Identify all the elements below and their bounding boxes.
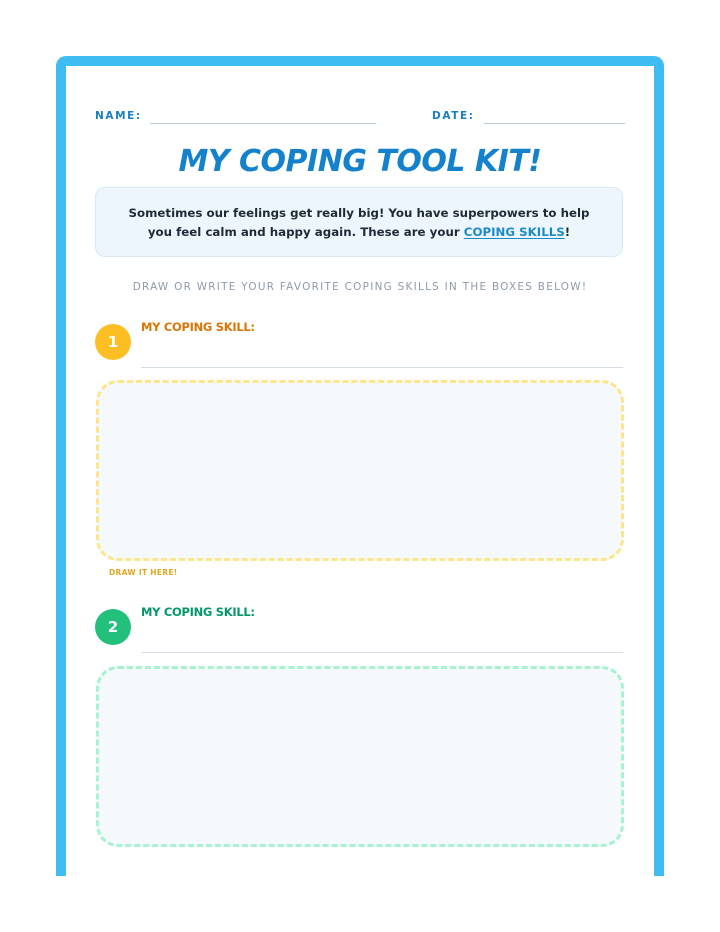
intro-box — [95, 187, 623, 257]
date-field[interactable] — [484, 123, 625, 124]
skill-number-badge-1: 1 — [95, 324, 131, 360]
skill-answer-line-2[interactable] — [141, 652, 623, 653]
skill-number-badge-2: 2 — [95, 609, 131, 645]
skill-label-2: MY COPING SKILL: — [141, 605, 255, 619]
instruction-text: DRAW OR WRITE YOUR FAVORITE COPING SKILLS IN THE BOXES BELOW! — [132, 281, 588, 293]
draw-hint-1: DRAW IT HERE! — [109, 568, 178, 577]
date-label: DATE: — [432, 110, 475, 122]
name-field[interactable] — [150, 123, 376, 124]
name-label: NAME: — [95, 110, 142, 122]
page-title: MY COPING TOOL KIT! — [178, 144, 542, 179]
coping-skills-highlight: COPING SKILLS — [463, 224, 565, 239]
intro-text-end: ! — [564, 224, 571, 239]
drawing-box-1[interactable] — [96, 380, 624, 561]
skill-label-1: MY COPING SKILL: — [141, 320, 255, 334]
drawing-box-2[interactable] — [96, 666, 624, 847]
skill-answer-line-1[interactable] — [141, 367, 623, 368]
intro-text: Sometimes our feelings get really big! You have superpowers to help you feel calm and happy again. These are your — [128, 206, 590, 239]
